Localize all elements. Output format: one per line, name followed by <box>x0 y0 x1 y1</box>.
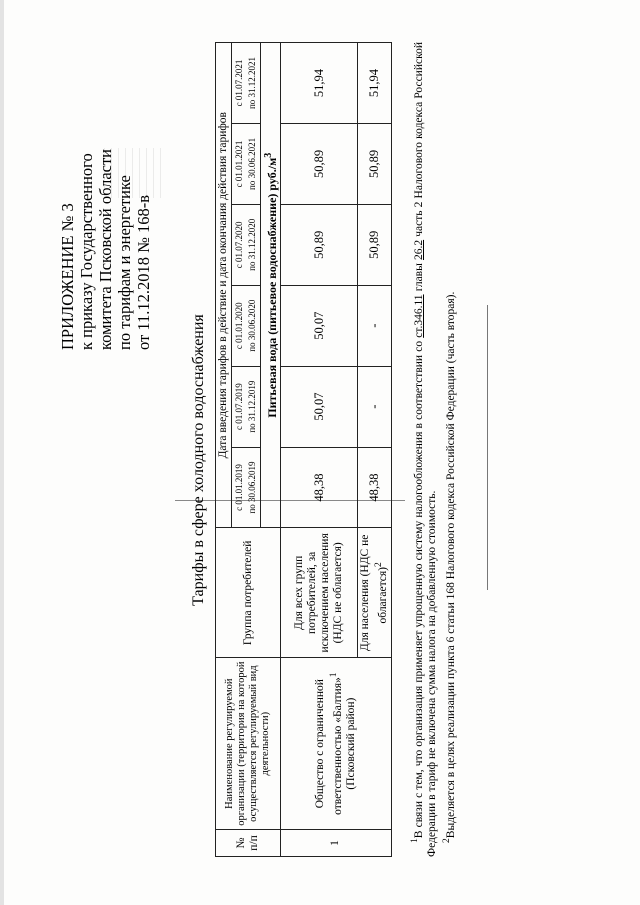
tariff-value: 50,89 <box>358 123 392 204</box>
period-cell <box>232 285 261 366</box>
footnote-marker: 2 <box>440 838 452 843</box>
group-label: Для всех групп потребителей, за исключением населения (НДС не облагается) <box>293 533 344 653</box>
period-from: с 01.07.2020 <box>234 221 244 269</box>
tariff-value: 51,94 <box>358 43 392 124</box>
section-header <box>261 43 281 528</box>
law-link[interactable]: ст.346.11 <box>412 294 425 338</box>
tariff-value: - <box>358 366 392 447</box>
period-from: с 01.07.2019 <box>234 383 244 430</box>
footnotes <box>408 42 458 857</box>
period-from: с 01.01.2020 <box>234 302 244 350</box>
period-cell <box>232 123 261 204</box>
signature-line <box>487 305 488 590</box>
tariff-value: 51,94 <box>281 43 358 124</box>
appendix-date: от 11.12.2018 № 168-в <box>134 194 153 350</box>
appendix-line: по тарифам и энергетике <box>115 175 134 350</box>
footnote-text: главы <box>412 260 425 295</box>
organization-territory: (Псковский район) <box>344 697 357 790</box>
section-label: Питьевая вода (питьевое водоснабжение) руб./м <box>265 157 279 418</box>
header-organization: Наименование регулируемой организации (территория на которой осуществляется регулируемый вид деятельности) <box>216 658 281 830</box>
tariff-value: - <box>358 285 392 366</box>
group-label: Для населения (НДС не облагается) <box>359 534 389 652</box>
group-cell <box>281 528 358 658</box>
period-cell <box>232 204 261 285</box>
header-dates: Дата введения тарифов в действие и дата окончания действия тарифов <box>216 43 232 528</box>
period-from: с 01.07.2021 <box>234 59 244 107</box>
period-from: с 01.01.2019 <box>234 464 244 511</box>
footnote-2 <box>440 42 458 857</box>
document-title: Тарифы в сфере холодного водоснабжения <box>190 314 207 606</box>
footnote-marker: 1 <box>409 838 420 843</box>
tariff-value: 50,07 <box>281 366 358 447</box>
footnote-text: Выделяется в целях реализации пункта 6 статьи 168 Налогового кодекса Российской Федерации (часть вторая). <box>444 291 457 839</box>
period-to: по 30.06.2020 <box>247 299 257 352</box>
appendix-number: ПРИЛОЖЕНИЕ № 3 <box>58 203 77 350</box>
period-to: по 31.12.2020 <box>247 218 257 271</box>
group-cell <box>358 528 392 658</box>
period-cell <box>232 447 261 528</box>
tariff-value: 50,07 <box>281 285 358 366</box>
tariff-value: 48,38 <box>281 447 358 528</box>
period-cell <box>232 43 261 124</box>
table-row <box>281 43 358 857</box>
period-to: по 31.12.2021 <box>247 56 257 110</box>
tariff-value: 50,89 <box>281 204 358 285</box>
footnote-text: В связи с тем, что организация применяет упрощенную систему налогообложения в соответствии со <box>412 337 425 839</box>
row-num: 1 <box>281 830 392 857</box>
scan-edge <box>0 0 4 905</box>
tariff-value: 50,89 <box>358 204 392 285</box>
period-from: с 01.01.2021 <box>234 140 244 188</box>
organization-name: Общество с ограниченной ответственностью «Балтия» <box>314 677 344 815</box>
footnote-ref: 1 <box>328 672 339 678</box>
appendix-header <box>58 30 153 350</box>
appendix-line: к приказу Государственного <box>77 153 96 350</box>
tariff-value: 48,38 <box>358 447 392 528</box>
tariff-value: 50,89 <box>281 123 358 204</box>
header-group: Группа потребителей <box>216 528 281 658</box>
period-to: по 30.06.2019 <box>247 461 257 514</box>
period-to: по 30.06.2021 <box>247 137 257 190</box>
organization-cell <box>281 658 392 830</box>
section-unit-sup: 3 <box>263 152 274 158</box>
footnote-ref: 2 <box>373 562 384 568</box>
header-num: № п/п <box>216 830 281 857</box>
period-cell <box>232 366 261 447</box>
footnote-text: часть 2 Налогового кодекса Российской Федерации в тариф не включена сумма налога на добавленную стоимость. <box>412 42 439 857</box>
tariff-table <box>215 42 392 857</box>
period-to: по 31.12.2019 <box>247 380 257 433</box>
footnote-1 <box>408 42 440 857</box>
law-link[interactable]: 26.2 <box>412 239 425 261</box>
rotated-document <box>20 10 620 890</box>
appendix-line: комитета Псковской области <box>96 148 115 350</box>
